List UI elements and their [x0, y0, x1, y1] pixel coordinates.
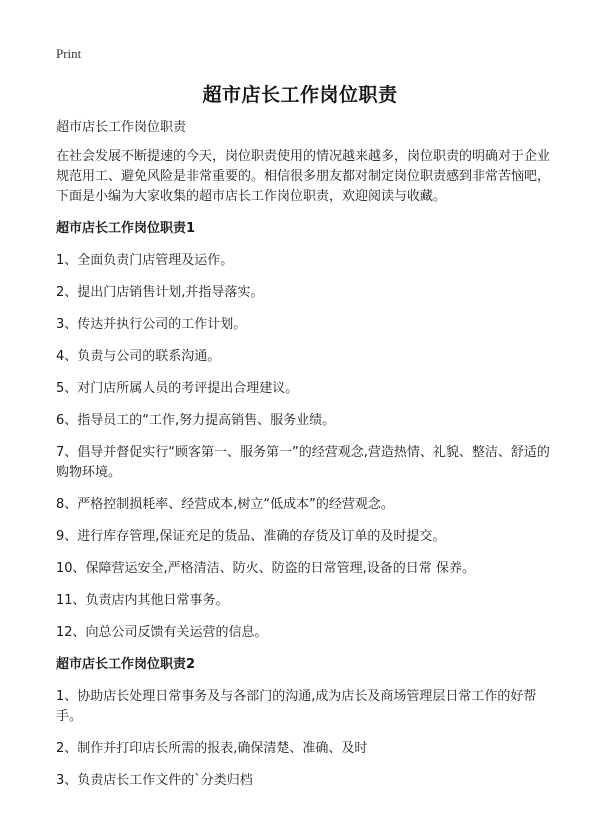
section-heading: 超市店长工作岗位职责2	[56, 657, 196, 672]
list-item: 3、负责店长工作文件的`分类归档	[56, 773, 253, 788]
list-item: 9、进行库存管理,保证充足的货品、准确的存货及订单的及时提交。	[56, 529, 446, 544]
section-1	[56, 219, 550, 643]
section-heading: 超市店长工作岗位职责1	[56, 221, 196, 236]
list-item: 7、倡导并督促实行“顾客第一、服务第一”的经营观念,营造热情、礼貌、整洁、舒适的购物环境。	[56, 445, 550, 480]
list-item: 2、提出门店销售计划,并指导落实。	[56, 285, 264, 300]
subtitle: 超市店长工作岗位职责	[56, 120, 187, 135]
intro-paragraph: 在社会发展不断提速的今天，岗位职责使用的情况越来越多，岗位职责的明确对于企业规范用工、避免风险是非常重要的。相信很多朋友都对制定岗位职责感到非常苦恼吧，下面是小编为大家收集的超市店长工作岗位职责，欢迎阅读与收藏。	[56, 149, 551, 204]
list-item: 2、制作并打印店长所需的报表,确保清楚、准确、及时	[56, 741, 368, 756]
list-item: 12、向总公司反馈有关运营的信息。	[56, 625, 268, 640]
page-title: 超市店长工作岗位职责	[202, 84, 398, 106]
list-item: 8、严格控制损耗率、经营成本,树立“低成本”的经营观念。	[56, 497, 394, 512]
document-body	[56, 118, 550, 803]
section-2	[56, 655, 550, 791]
list-item: 5、对门店所属人员的考评提出合理建议。	[56, 381, 299, 396]
list-item: 4、负责与公司的联系沟通。	[56, 349, 221, 364]
list-item: 10、保障营运安全,严格清洁、防火、防盗的日常管理,设备的日常 保养。	[56, 561, 475, 576]
list-item: 6、指导员工的“工作,努力提高销售、服务业绩。	[56, 413, 336, 428]
list-item: 11、负责店内其他日常事务。	[56, 593, 229, 608]
print-link[interactable]: Print	[56, 46, 82, 61]
list-item: 1、全面负责门店管理及运作。	[56, 253, 234, 268]
list-item: 1、协助店长处理日常事务及与各部门的沟通,成为店长及商场管理层日常工作的好帮手。	[56, 689, 537, 724]
list-item: 3、传达并执行公司的工作计划。	[56, 317, 247, 332]
